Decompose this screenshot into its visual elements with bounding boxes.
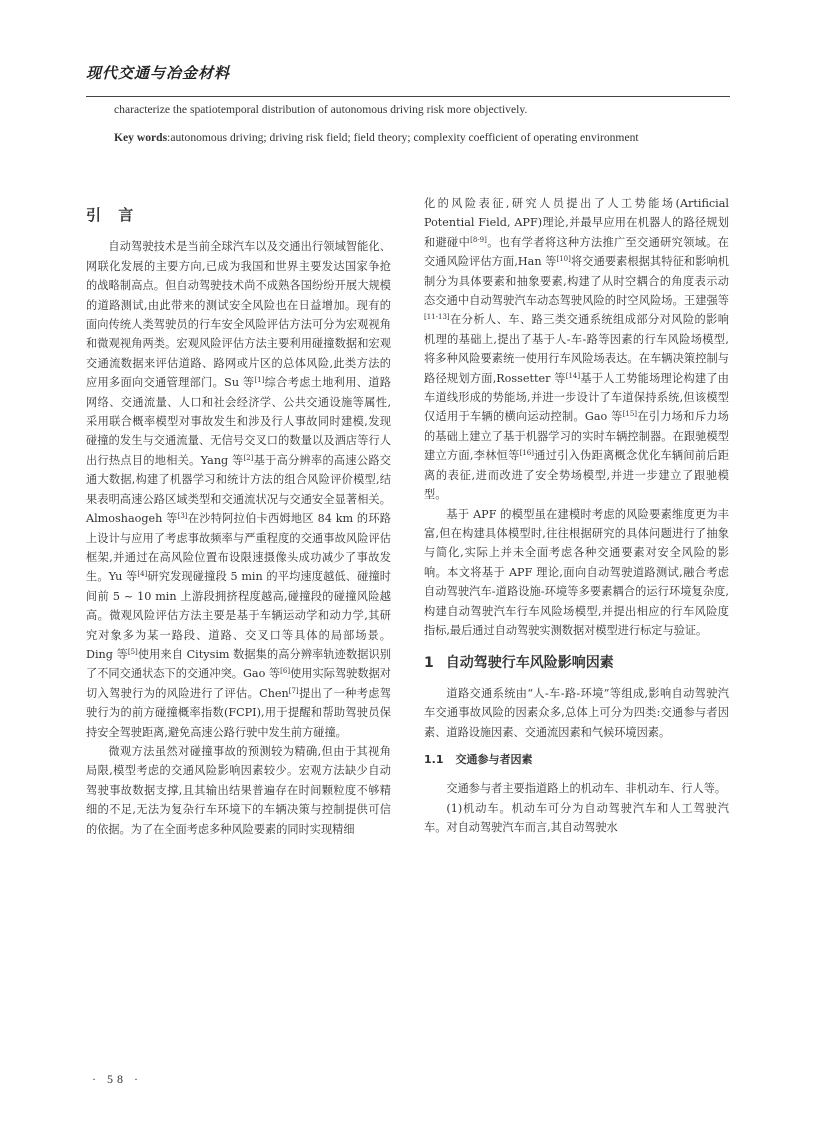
citation: [4] [137, 570, 148, 579]
section-heading-1 [424, 654, 729, 673]
citation: [1] [254, 376, 265, 385]
citation: [8-9] [470, 235, 487, 244]
header-rule [86, 96, 730, 97]
section-number: 1 [424, 655, 434, 672]
right-column [424, 194, 729, 838]
abstract-text: characterize the spatiotemporal distribution of autonomous driving risk more objectively. [114, 103, 528, 116]
citation: [10] [556, 255, 571, 264]
paragraph: 交通参与者主要指道路上的机动车、非机动车、行人等。 [446, 782, 727, 796]
subsection-number: 1.1 [424, 752, 444, 766]
left-column [86, 198, 391, 839]
citation: [3] [177, 512, 188, 521]
paragraph: 微观方法虽然对碰撞事故的预测较为精确,但由于其视角局限,模型考虑的交通风险影响因素较少。宏观方法缺少自动驾驶事故数据支撑,且其输出结果普遍存在时间颗粒度不够精细的不足,无法为复杂行车环境下的车辆决策与控制提供可信的依据。为了在全面考虑多种风险要素的同时实现精细 [86, 744, 391, 836]
paragraph: 道路交通系统由“人-车-路-环境”等组成,影响自动驾驶汽车交通事故风险的因素众多,总体上可分为四类:交通参与者因素、道路设施因素、交通流因素和气候环境因素。 [424, 686, 729, 739]
paragraph: (1)机动车。机动车可分为自动驾驶汽车和人工驾驶汽车。对自动驾驶汽车而言,其自动驾驶水 [424, 801, 729, 835]
journal-logo: 现代交通与冶金材料 [86, 64, 231, 82]
section-title-introduction: 引 言 [86, 206, 140, 224]
section-title: 自动驾驶行车风险影响因素 [445, 655, 614, 672]
keywords-label: Key words [114, 131, 168, 144]
paragraph: 化的风险表征,研究人员提出了人工势能场(Artificial Potential Field, APF)理论,并最早应用在机器人的路径规划和避碰中[8-9]。也有学者将这种方法推广至交通研究领域。在交通风险评估方面,Han 等[10]将交通要素根据其特征和影响机制分为具体要素和抽象要素,构建了从时空耦合的角度表示动态交通中自动驾驶汽车动态驾驶风险的时空风险场。王建强等[11-13]在分析人、车、路三类交通系统组成部分对风险的影响机理的基础上,提出了基于人-车-路等因素的行车风险场模型,将多种风险要素统一使用行车风险场表达。在车辆决策控制与路径规划方面,Rossetter 等[14]基于人工势能场理论构建了由车道线形成的势能场,并进一步设计了车道保持系统,但该模型仅适用于车辆的横向运动控制。Gao 等[15]在引力场和斥力场的基础上建立了基于机器学习的实时车辆控制器。在跟驰模型建立方面,李林恒等[16]通过引入伪距离概念优化车辆间前后距离的表征,进而改进了安全势场模型,并进一步建立了跟驰模型。 [424, 197, 729, 502]
citation: [6] [280, 667, 291, 676]
citation: [14] [565, 371, 581, 380]
citation: [11-13] [424, 313, 450, 322]
subsection-title: 交通参与者因素 [455, 752, 533, 766]
page-number: · 58 · [92, 1072, 142, 1086]
citation: [2] [243, 453, 254, 462]
citation: [5] [127, 647, 138, 656]
subsection-heading-1-1 [424, 750, 729, 769]
citation: [7] [288, 686, 299, 695]
citation: [16] [519, 449, 534, 458]
keywords-text: :autonomous driving; driving risk field; field theory; complexity coefficient of operating environment [167, 131, 639, 144]
paragraph: 基于 APF 的模型虽在建模时考虑的风险要素维度更为丰富,但在构建具体模型时,往往根据研究的具体问题进行了抽象与简化,实际上并未全面考虑各种交通要素对安全风险的影响。本文将基于 APF 理论,面向自动驾驶道路测试,融合考虑自动驾驶汽车-道路设施-环境等多要素耦合的运行环境复杂度,构建自动驾驶汽车行车风险场模型,并提出相应的行车风险度指标,最后通过自动驾驶实测数据对模型进行标定与验证。 [424, 507, 729, 637]
citation: [15] [622, 410, 638, 419]
keywords [114, 128, 734, 148]
paragraph: 自动驾驶技术是当前全球汽车以及交通出行领域智能化、网联化发展的主要方向,已成为我国和世界主要发达国家争抢的战略制高点。但自动驾驶技术尚不成熟各国纷纷开展大规模的道路测试,由此带来的测试安全风险也在日益增加。现有的面向传统人类驾驶员的行车安全风险评估方法可分为宏观视角和微观视角两类。宏观风险评估方法主要利用碰撞数据和宏观交通流数据来评估道路、路网或片区的总体风险,此类方法的应用多面向交通管理部门。Su 等[1]综合考虑土地利用、道路网络、交通流量、人口和社会经济学、公共交通设施等属性,采用联合概率模型对事故发生和涉及行人事故同时建模,发现碰撞的发生与交通流量、无信号交叉口的数量以及酒店等行人出行热点目的地相关。Yang 等[2]基于高分辨率的高速公路交通大数据,构建了机器学习和统计方法的组合风险评价模型,结果表明高速公路区域类型和交通流状况与交通安全显著相关。Almoshaogeh 等[3]在沙特阿拉伯卡西姆地区 84 km 的环路上设计与应用了考虑事故频率与严重程度的交通事故风险评估框架,并通过在高风险位置布设限速摄像头成功减少了事故发生。Yu 等[4]研究发现碰撞段 5 min 的平均速度越低、碰撞时间前 5 ~ 10 min 上游段拥挤程度越高,碰撞段的碰撞风险越高。微观风险评估方法主要是基于车辆运动学和动力学,其研究对象多为某一路段、道路、交叉口等具体的局部场景。Ding 等[5]使用来自 Citysim 数据集的高分辨率轨迹数据识别了不同交通状态下的交通冲突。Gao 等[6]使用实际驾驶数据对切入驾驶行为的风险进行了评估。Chen[7]提出了一种考虑驾驶行为的前方碰撞概率指数(FCPI),用于提醒和帮助驾驶员保持安全驾驶距离,避免高速公路行驶中发生前方碰撞。 [86, 240, 391, 739]
